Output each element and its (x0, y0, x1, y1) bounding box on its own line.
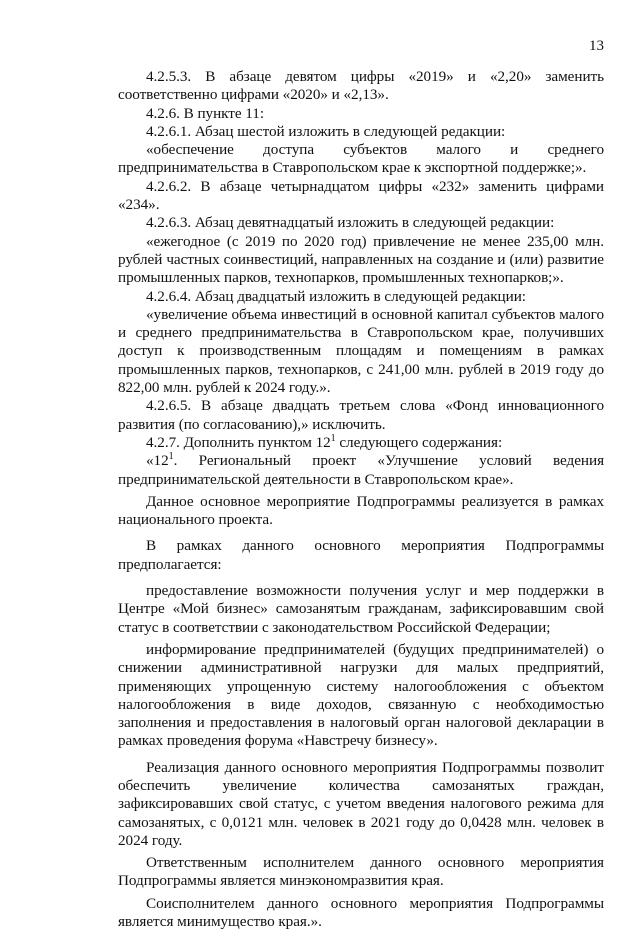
paragraph: 4.2.6.4. Абзац двадцатый изложить в следующей редакции: (146, 287, 526, 305)
paragraph: информирование предпринимателей (будущих предпринимателей) о снижении административной нагрузки для малых предприятий, применяющих упрощенную систему налогообложения с объектом налогообложения в виде доходов, связанную с необходимостью заполнения и предоставления в налоговый орган налоговой декларации в рамках проведения форума «Навстречу бизнесу». (118, 640, 604, 750)
text-segment: 4.2.7. Дополнить пунктом 12 (146, 433, 331, 451)
paragraph-item-12-1 (118, 452, 604, 489)
paragraph: «обеспечение доступа субъектов малого и среднего предпринимательства в Ставропольском крае к экспортной поддержке;». (118, 141, 604, 177)
paragraph: Соисполнителем данного основного мероприятия Подпрограммы является минимущество края.». (118, 894, 604, 931)
text-segment: . Региональный проект «Улучшение условий ведения предпринимательской деятельности в Ставропольском крае». (118, 452, 604, 488)
superscript: 1 (168, 451, 174, 463)
text-segment: «12 (146, 452, 169, 470)
page-number: 13 (589, 38, 604, 54)
paragraph: 4.2.5.3. В абзаце девятом цифры «2019» и «2,20» заменить соответственно цифрами «2020» и «2,13». (118, 68, 604, 104)
paragraph: предоставление возможности получения услуг и мер поддержки в Центре «Мой бизнес» самозанятым гражданам, зафиксировавшим свой статус в соответствии с законодательством Российской Федерации; (118, 582, 604, 636)
text-segment: следующего содержания: (335, 433, 503, 451)
paragraph: 4.2.6.5. В абзаце двадцать третьем слова «Фонд инновационного развития (по согласованию),» исключить. (118, 397, 604, 433)
superscript: 1 (330, 432, 336, 444)
paragraph: В рамках данного основного мероприятия Подпрограммы предполагается: (118, 537, 604, 573)
paragraph: Данное основное мероприятие Подпрограммы реализуется в рамках национального проекта. (118, 492, 604, 529)
paragraph: 4.2.6.2. В абзаце четырнадцатом цифры «232» заменить цифрами «234». (118, 177, 604, 214)
paragraph: «ежегодное (с 2019 по 2020 год) привлечение не менее 235,00 млн. рублей частных соинвестиций, направленных на создание и (или) развитие промышленных парков, технопарков, промышленных технопарков;». (118, 232, 604, 287)
paragraph: 4.2.6.1. Абзац шестой изложить в следующей редакции: (146, 122, 506, 140)
paragraph: Реализация данного основного мероприятия Подпрограммы позволит обеспечить увеличение количества самозанятых граждан, зафиксировавших свой статус, с учетом введения налогового режима для самозанятых, с 0,0121 млн. человек в 2021 году до 0,0428 млн. человек в 2024 году. (118, 758, 604, 849)
document-body (118, 68, 604, 931)
paragraph: Ответственным исполнителем данного основного мероприятия Подпрограммы является минэкономразвития края. (118, 854, 604, 890)
paragraph: «увеличение объема инвестиций в основной капитал субъектов малого и среднего предпринимательства в Ставропольском крае, получивших доступ к производственным площадям и помещениям в рамках промышленных парков, технопарков, с 241,00 млн. рублей в 2019 году до 822,00 млн. рублей к 2024 году.». (118, 305, 604, 397)
paragraph: 4.2.6. В пункте 11: (146, 104, 264, 122)
paragraph-item-4-2-7 (118, 434, 604, 452)
paragraph: 4.2.6.3. Абзац девятнадцатый изложить в следующей редакции: (146, 214, 555, 232)
